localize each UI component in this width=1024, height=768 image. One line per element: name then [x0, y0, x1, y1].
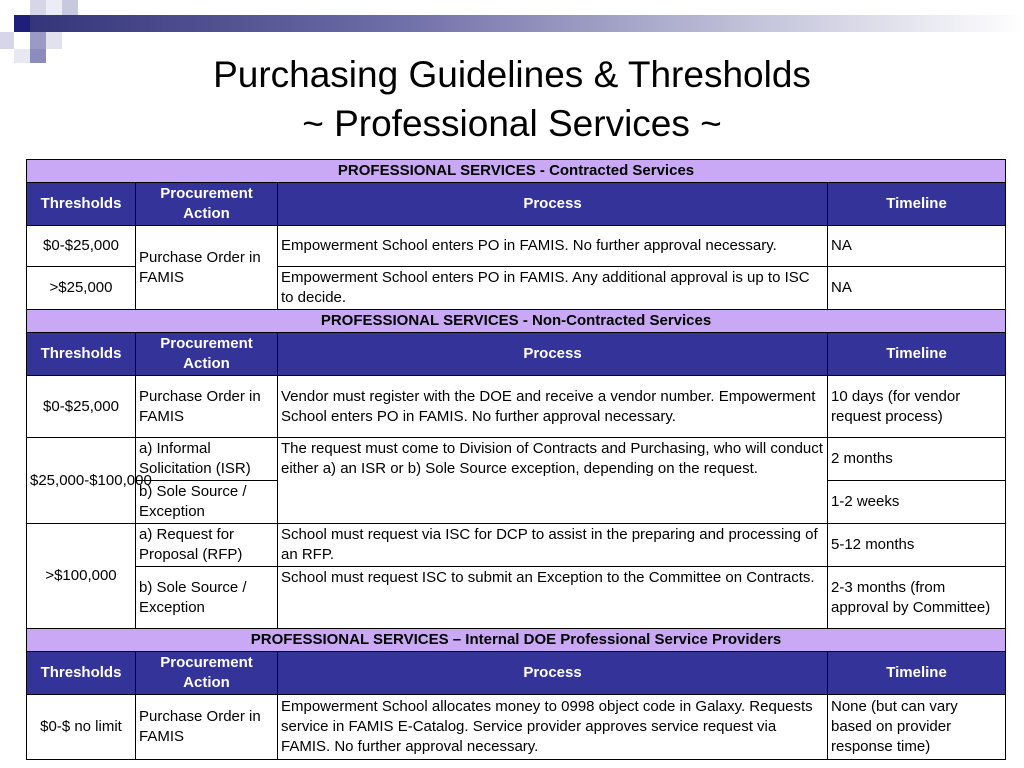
guidelines-table [26, 159, 1006, 760]
decor-square-light [30, 0, 46, 15]
process-cell: Vendor must register with the DOE and receive a vendor number. Empowerment School enters PO in FAMIS. No further approval necessary. [278, 376, 828, 438]
timeline-cell: 2-3 months (from approval by Committee) [828, 567, 1006, 629]
section-title: PROFESSIONAL SERVICES – Internal DOE Professional Service Providers [27, 629, 1006, 652]
threshold-cell: >$25,000 [27, 267, 136, 310]
column-header-timeline: Timeline [828, 183, 1006, 226]
decor-square-light [62, 0, 78, 15]
section-header-row [27, 160, 1006, 183]
process-cell: School must request via ISC for DCP to assist in the preparing and processing of an RFP. [278, 524, 828, 567]
process-cell: Empowerment School enters PO in FAMIS. No further approval necessary. [278, 226, 828, 267]
column-header-process: Process [278, 333, 828, 376]
decor-square-dark [14, 15, 30, 32]
timeline-cell: NA [828, 267, 1006, 310]
procurement-action-cell: Purchase Order in FAMIS [136, 226, 278, 310]
decor-square-light [0, 32, 14, 49]
column-header-row [27, 333, 1006, 376]
column-header-procurement-action: Procurement Action [136, 652, 278, 695]
threshold-cell: >$100,000 [27, 524, 136, 629]
process-cell: School must request ISC to submit an Exception to the Committee on Contracts. [278, 567, 828, 629]
column-header-thresholds: Thresholds [27, 333, 136, 376]
column-header-thresholds: Thresholds [27, 652, 136, 695]
column-header-row [27, 652, 1006, 695]
column-header-thresholds: Thresholds [27, 183, 136, 226]
table-row [27, 438, 1006, 481]
procurement-action-cell: Purchase Order in FAMIS [136, 695, 278, 760]
page-subtitle: ~ Professional Services ~ [302, 103, 722, 144]
column-header-process: Process [278, 183, 828, 226]
table-row [27, 695, 1006, 760]
table-row [27, 226, 1006, 267]
procurement-action-cell: b) Sole Source / Exception [136, 567, 278, 629]
procurement-action-cell: a) Informal Solicitation (ISR) [136, 438, 278, 481]
column-header-timeline: Timeline [828, 652, 1006, 695]
section-title: PROFESSIONAL SERVICES - Contracted Services [27, 160, 1006, 183]
section-title: PROFESSIONAL SERVICES - Non-Contracted Services [27, 310, 1006, 333]
threshold-cell: $0-$ no limit [27, 695, 136, 760]
decor-square-mid [30, 32, 46, 49]
column-header-procurement-action: Procurement Action [136, 333, 278, 376]
decor-square-light [46, 32, 62, 49]
title-gradient-bar [30, 15, 1024, 32]
process-cell: Empowerment School allocates money to 0998 object code in Galaxy. Requests service in FAMIS E-Catalog. Service provider approves service request via FAMIS. No further approval necessary. [278, 695, 828, 760]
timeline-cell: None (but can vary based on provider response time) [828, 695, 1006, 760]
threshold-cell: $25,000-$100,000 [27, 438, 136, 524]
process-cell: Empowerment School enters PO in FAMIS. Any additional approval is up to ISC to decide. [278, 267, 828, 310]
column-header-procurement-action: Procurement Action [136, 183, 278, 226]
timeline-cell: 10 days (for vendor request process) [828, 376, 1006, 438]
decor-square-light [46, 0, 62, 15]
column-header-row [27, 183, 1006, 226]
section-header-row [27, 629, 1006, 652]
section-header-row [27, 310, 1006, 333]
table-row [27, 524, 1006, 567]
process-cell: The request must come to Division of Contracts and Purchasing, who will conduct either a) an ISR or b) Sole Source exception, depending on the request. [278, 438, 828, 524]
column-header-timeline: Timeline [828, 333, 1006, 376]
timeline-cell: 1-2 weeks [828, 481, 1006, 524]
page-title: Purchasing Guidelines & Thresholds [213, 54, 811, 95]
procurement-action-cell: b) Sole Source / Exception [136, 481, 278, 524]
procurement-action-cell: a) Request for Proposal (RFP) [136, 524, 278, 567]
timeline-cell: 2 months [828, 438, 1006, 481]
threshold-cell: $0-$25,000 [27, 226, 136, 267]
threshold-cell: $0-$25,000 [27, 376, 136, 438]
column-header-process: Process [278, 652, 828, 695]
procurement-action-cell: Purchase Order in FAMIS [136, 376, 278, 438]
table-row [27, 567, 1006, 629]
timeline-cell: NA [828, 226, 1006, 267]
timeline-cell: 5-12 months [828, 524, 1006, 567]
table-row [27, 376, 1006, 438]
